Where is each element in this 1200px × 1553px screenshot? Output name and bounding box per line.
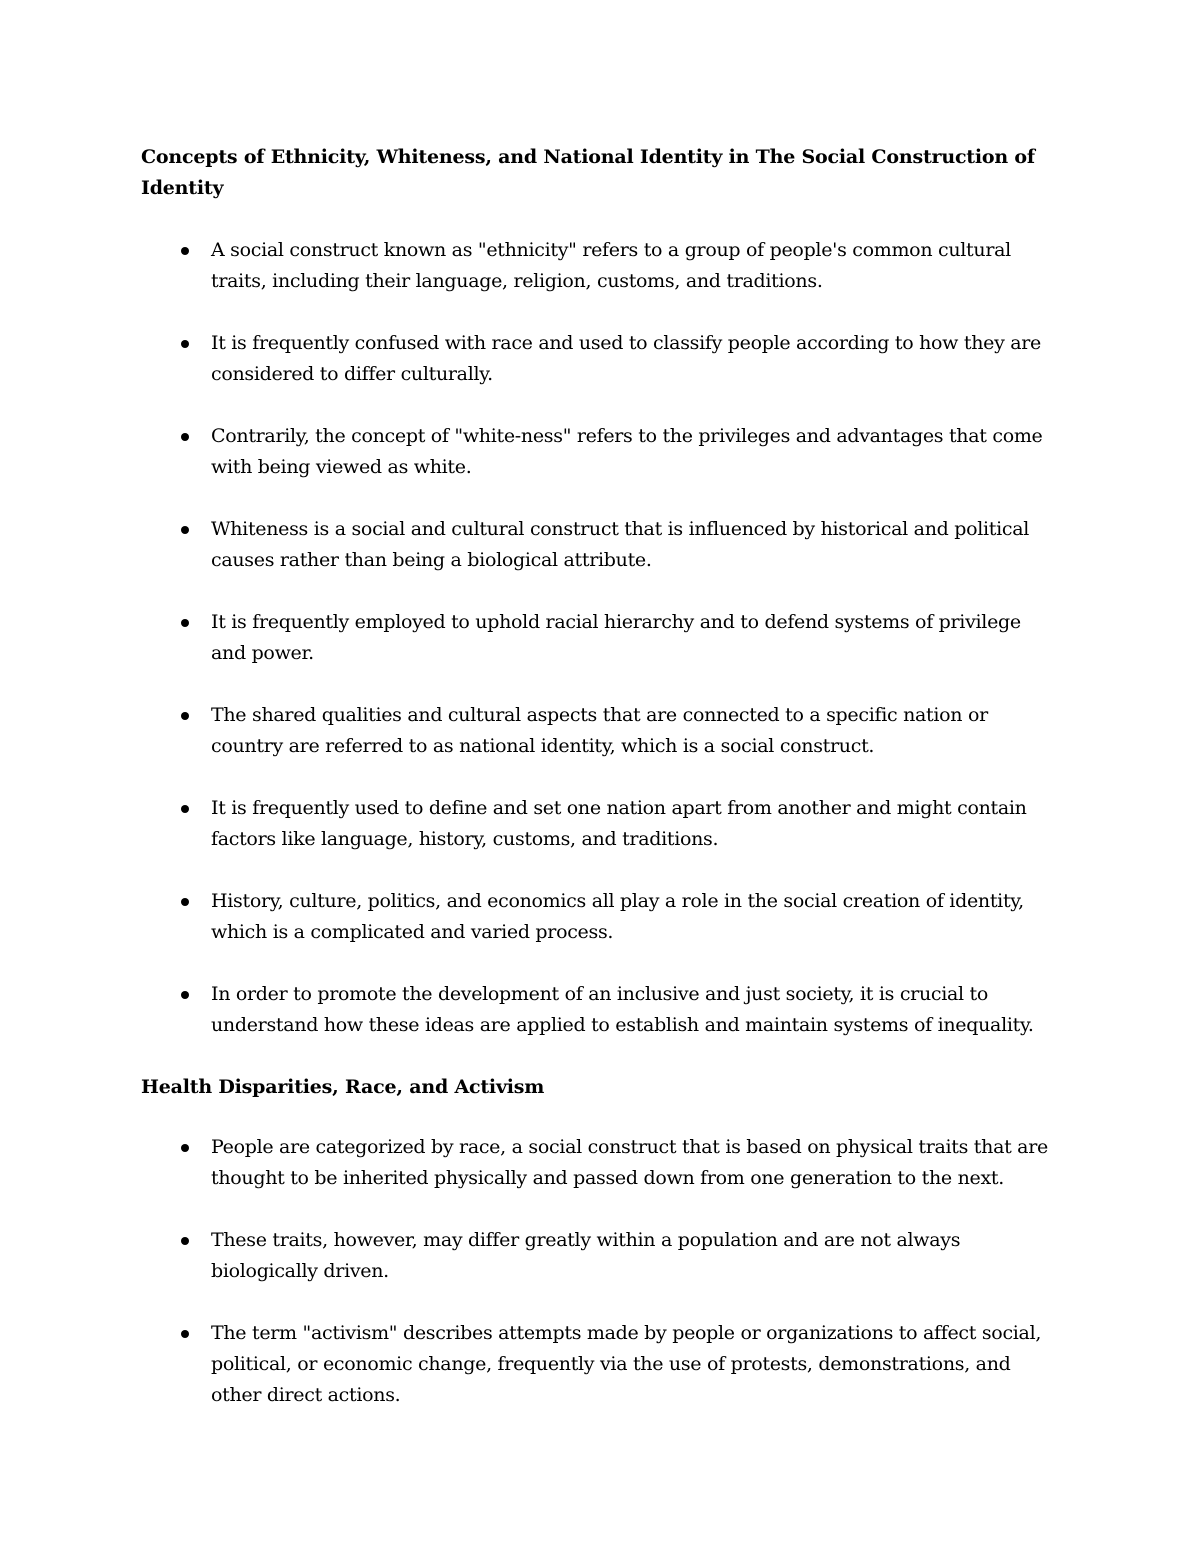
list-item (141, 700, 1061, 762)
bullet-icon (181, 433, 189, 441)
bullet-icon (181, 247, 189, 255)
list-item-text: It is frequently employed to uphold racial hierarchy and to defend systems of privilege and power. (211, 611, 1021, 664)
list-item-text: A social construct known as "ethnicity" refers to a group of people's common cultural traits, including their language, religion, customs, and traditions. (211, 239, 1011, 292)
list-item (141, 793, 1061, 855)
list-item (141, 421, 1061, 483)
bullet-icon (181, 712, 189, 720)
list-item (141, 979, 1061, 1041)
bullet-list-health (141, 1132, 1061, 1411)
list-item-text: Contrarily, the concept of "white-ness" refers to the privileges and advantages that come with being viewed as white. (211, 425, 1043, 478)
list-item (141, 1132, 1061, 1194)
list-item (141, 514, 1061, 576)
document-body (141, 142, 1061, 1442)
section-heading-health: Health Disparities, Race, and Activism (141, 1076, 545, 1098)
list-item (141, 1225, 1061, 1287)
bullet-icon (181, 898, 189, 906)
list-item-text: It is frequently confused with race and used to classify people according to how they are considered to differ culturally. (211, 332, 1041, 385)
bullet-icon (181, 1144, 189, 1152)
list-item-text: Whiteness is a social and cultural construct that is influenced by historical and political causes rather than being a biological attribute. (211, 518, 1030, 571)
list-item (141, 607, 1061, 669)
section-heading-identity: Concepts of Ethnicity, Whiteness, and National Identity in The Social Construction of Identity (141, 146, 1035, 199)
list-item (141, 886, 1061, 948)
list-item-text: History, culture, politics, and economics all play a role in the social creation of identity, which is a complicated and varied process. (211, 890, 1024, 943)
bullet-icon (181, 526, 189, 534)
list-item-text: In order to promote the development of an inclusive and just society, it is crucial to understand how these ideas are applied to establish and maintain systems of inequality. (211, 983, 1034, 1036)
bullet-icon (181, 619, 189, 627)
list-item-text: People are categorized by race, a social construct that is based on physical traits that are thought to be inherited physically and passed down from one generation to the next. (211, 1136, 1048, 1189)
bullet-icon (181, 1330, 189, 1338)
list-item-text: It is frequently used to define and set one nation apart from another and might contain factors like language, history, customs, and traditions. (211, 797, 1027, 850)
bullet-icon (181, 1237, 189, 1245)
list-item (141, 1318, 1061, 1411)
list-item (141, 328, 1061, 390)
list-item (141, 235, 1061, 297)
list-item-text: These traits, however, may differ greatly within a population and are not always biologically driven. (211, 1229, 961, 1282)
bullet-icon (181, 340, 189, 348)
list-item-text: The shared qualities and cultural aspects that are connected to a specific nation or country are referred to as national identity, which is a social construct. (211, 704, 988, 757)
bullet-icon (181, 991, 189, 999)
bullet-list-identity (141, 235, 1061, 1041)
bullet-icon (181, 805, 189, 813)
list-item-text: The term "activism" describes attempts made by people or organizations to affect social, political, or economic change, frequently via the use of protests, demonstrations, and other direct actions. (211, 1322, 1042, 1406)
